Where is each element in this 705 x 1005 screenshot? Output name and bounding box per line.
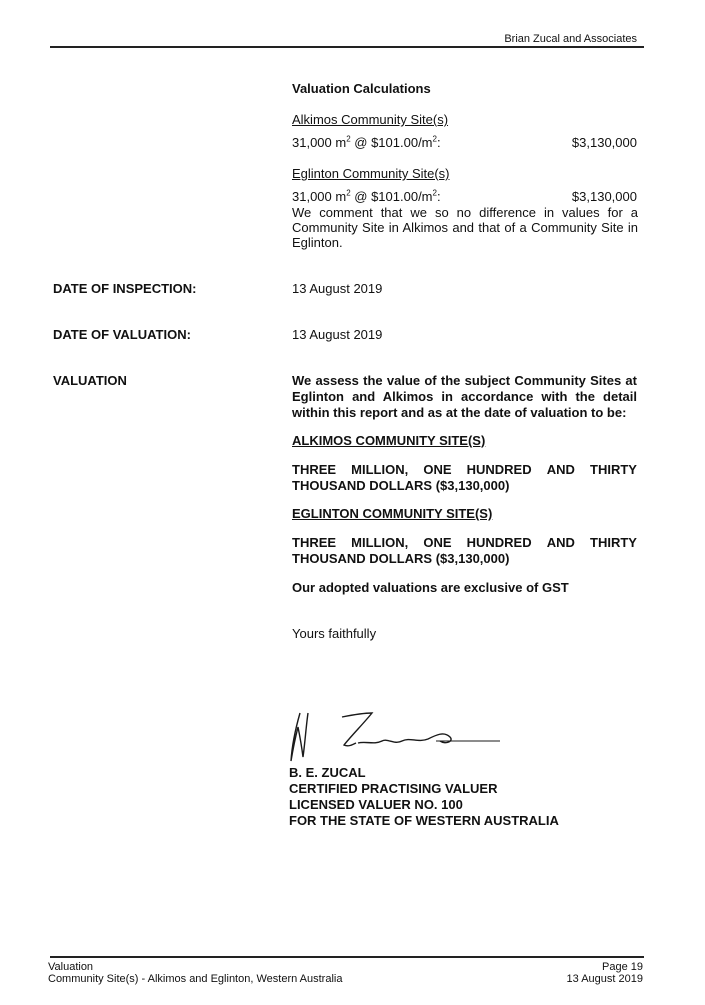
footer-property: Community Site(s) - Alkimos and Eglinton, Western Australia (48, 973, 343, 985)
inspection-label: DATE OF INSPECTION: (53, 281, 197, 296)
alkimos-calc-value: $3,130,000 (571, 135, 637, 150)
gst-note: Our adopted valuations are exclusive of GST (292, 580, 569, 595)
alkimos-calc-expression: 31,000 $m^2$ @ $\$101.00/m^2$: (292, 134, 441, 150)
footer-left (48, 961, 342, 985)
signatory-block (289, 765, 559, 829)
calc-title: Valuation Calculations (292, 81, 431, 96)
valuation-date: 13 August 2019 (292, 327, 383, 342)
eglinton-subheading: Eglinton Community Site(s) (292, 166, 450, 181)
header-rule (50, 46, 644, 48)
signature-image (286, 705, 506, 769)
alkimos-amount-line-1: THREE MILLION, ONE HUNDRED AND THIRTY (292, 462, 637, 477)
valuation-label: VALUATION (53, 373, 127, 388)
eglinton-calc-line (292, 189, 637, 204)
alkimos-heading: ALKIMOS COMMUNITY SITE(S) (292, 433, 486, 448)
signatory-state: FOR THE STATE OF WESTERN AUSTRALIA (289, 813, 559, 828)
footer-rule (50, 956, 644, 958)
eglinton-amount-words (292, 535, 637, 567)
alkimos-amount-line-2: THOUSAND DOLLARS ($3,130,000) (292, 478, 510, 493)
eglinton-calc-expression: 31,000 $m^2$ @ $\$101.00/m^2$: (292, 188, 441, 204)
header-company: Brian Zucal and Associates (504, 33, 637, 45)
eglinton-amount-line-1: THREE MILLION, ONE HUNDRED AND THIRTY (292, 535, 637, 550)
inspection-date: 13 August 2019 (292, 281, 383, 296)
footer-document-type: Valuation (48, 961, 94, 973)
closing-salutation: Yours faithfully (292, 626, 377, 641)
valuation-statement: We assess the value of the subject Community Sites at Eglinton and Alkimos in accordance with the detail within this report and as at the date of valuation to be: (292, 373, 637, 420)
footer-right (567, 961, 643, 985)
alkimos-amount-words (292, 462, 637, 494)
signatory-name: B. E. ZUCAL (289, 765, 366, 780)
signatory-licence: LICENSED VALUER NO. 100 (289, 797, 463, 812)
eglinton-calc-value: $3,130,000 (571, 189, 637, 204)
eglinton-amount-line-2: THOUSAND DOLLARS ($3,130,000) (292, 551, 510, 566)
footer-page-number: Page 19 (602, 961, 643, 973)
alkimos-calc-line (292, 135, 637, 150)
footer-date: 13 August 2019 (566, 973, 643, 985)
signatory-title: CERTIFIED PRACTISING VALUER (289, 781, 498, 796)
eglinton-heading: EGLINTON COMMUNITY SITE(S) (292, 506, 493, 521)
calc-comment: We comment that we so no difference in values for a Community Site in Alkimos and that of a Community Site in Eglinton. (292, 205, 638, 250)
valuation-date-label: DATE OF VALUATION: (53, 327, 191, 342)
alkimos-subheading: Alkimos Community Site(s) (292, 112, 449, 127)
